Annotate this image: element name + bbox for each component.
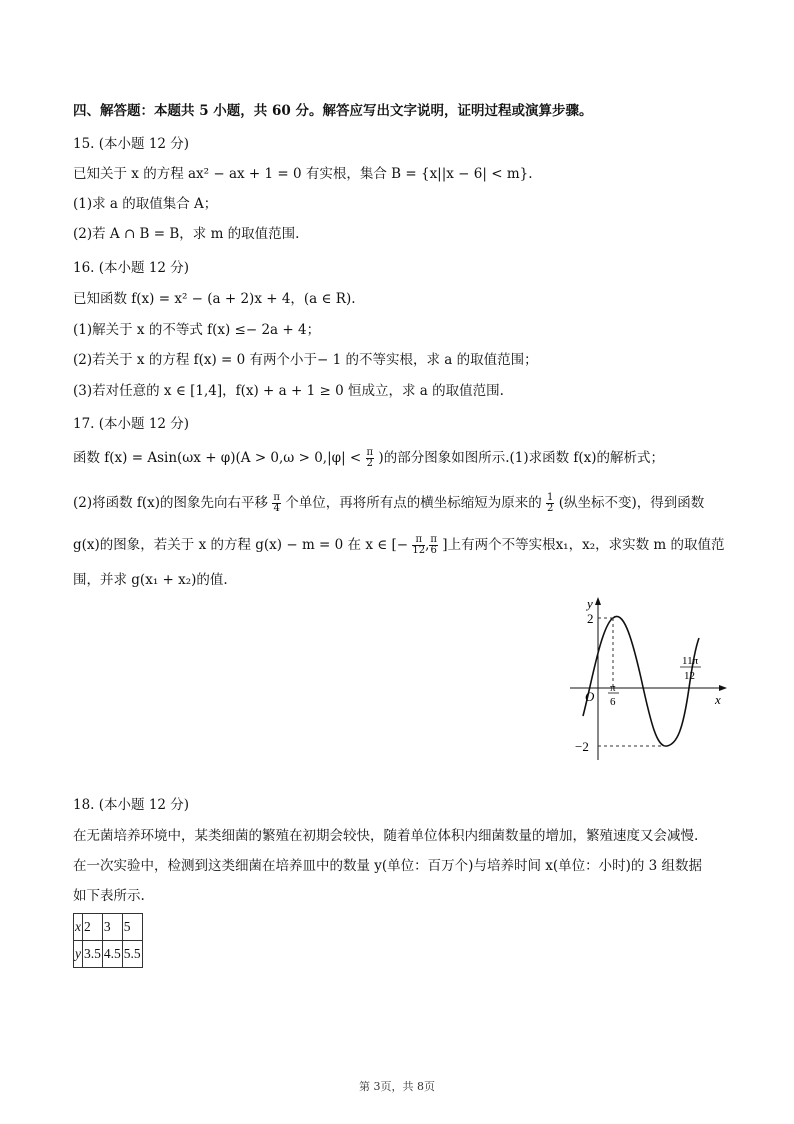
table-cell: 3: [102, 914, 122, 941]
table-row: [74, 914, 143, 941]
q17-line3: [73, 532, 725, 558]
q18-line1: 在无菌培养环境中，某类细菌的繁殖在初期会较快，随着单位体积内细菌数量的增加，繁殖速度又会减慢.: [73, 828, 699, 844]
fraction-pi-over-4: $\frac{\pi}{4}$: [273, 492, 280, 514]
table-cell: 5.5: [122, 941, 142, 968]
origin-label: O: [585, 689, 595, 704]
fraction-one-half: $\frac{1}{2}$: [547, 492, 554, 514]
q16-part2: (2)若关于 x 的方程 f(x) = 0 有两个小于− 1 的不等实根，求 a 的取值范围；: [73, 352, 538, 368]
q16-title: 16. (本小题 12 分): [73, 260, 190, 276]
y-max-label: 2: [587, 611, 594, 626]
table-row: [74, 941, 143, 968]
q15-title: 15. (本小题 12 分): [73, 136, 190, 152]
tick1-den: 6: [610, 696, 616, 708]
table-cell: 3.5: [83, 941, 103, 968]
q18-line3: 如下表所示.: [73, 888, 145, 904]
tick2-num: 11π: [682, 655, 699, 667]
q16-part3: (3)若对任意的 x ∈ [1,4]，f(x) + a + 1 ≥ 0 恒成立，求 a 的取值范围.: [73, 383, 504, 399]
table-header-y: y: [74, 941, 83, 968]
table-cell: 5: [122, 914, 142, 941]
tick2-den: 12: [684, 670, 695, 682]
y-axis-arrow: [595, 597, 601, 605]
q17-line2: [73, 490, 704, 516]
q17-line1-a: 函数 f(x) = Asin(ωx + φ)(A > 0,ω > 0,|φ| <: [73, 450, 362, 466]
table-cell: 4.5: [102, 941, 122, 968]
y-min-label: −2: [575, 739, 589, 754]
q17-title: 17. (本小题 12 分): [73, 416, 190, 432]
fraction-pi-over-12: $\frac{\pi}{12}$: [412, 534, 426, 556]
q17-line2-a: (2)将函数 f(x)的图象先向右平移: [73, 495, 269, 511]
q17-line3-sep: ,: [425, 537, 430, 553]
q16-part1: (1)解关于 x 的不等式 f(x) ≤− 2a + 4；: [73, 322, 321, 338]
q15-stem: 已知关于 x 的方程 ax² − ax + 1 = 0 有实根，集合 B = {x||x − 6| < m}.: [73, 166, 533, 182]
y-axis-label: y: [587, 596, 593, 611]
table-cell: 2: [83, 914, 103, 941]
table-header-x: x: [74, 914, 83, 941]
q17-line1: [73, 445, 664, 471]
q18-data-table: [73, 913, 143, 968]
q17-sine-graph: [565, 590, 735, 770]
q17-line2-b: 个单位，再将所有点的横坐标缩短为原来的: [285, 495, 542, 511]
q17-line2-c: (纵坐标不变)，得到函数: [558, 495, 705, 511]
tick1-num: π: [610, 682, 616, 694]
x-axis-label: x: [715, 692, 721, 707]
section-heading: 四、解答题：本题共 5 小题，共 60 分。解答应写出文字说明，证明过程或演算步骤。: [73, 103, 593, 119]
fraction-pi-over-2: $\frac{\pi}{2}$: [366, 447, 374, 469]
q15-part2: (2)若 A ∩ B = B，求 m 的取值范围.: [73, 226, 300, 242]
q18-line2: 在一次实验中，检测到这类细菌在培养皿中的数量 y(单位：百万个)与培养时间 x(单位：小时)的 3 组数据: [73, 858, 703, 874]
q17-line3-b: ]上有两个不等实根x₁，x₂，求实数 m 的取值范: [442, 537, 725, 553]
q17-line1-b: )的部分图象如图所示.(1)求函数 f(x)的解析式；: [378, 450, 665, 466]
q18-title: 18. (本小题 12 分): [73, 797, 190, 813]
q16-stem: 已知函数 f(x) = x² − (a + 2)x + 4，(a ∈ R).: [73, 291, 356, 307]
fraction-pi-over-6: $\frac{\pi}{6}$: [430, 534, 437, 556]
sine-curve: [583, 616, 699, 746]
q15-part1: (1)求 a 的取值集合 A；: [73, 196, 218, 212]
q17-line4: 围，并求 g(x₁ + x₂)的值.: [73, 572, 228, 588]
page-footer: 第 3页，共 8页: [359, 1080, 435, 1093]
x-axis-arrow: [719, 685, 727, 691]
q17-line3-a: g(x)的图象，若关于 x 的方程 g(x) − m = 0 在 x ∈ [−: [73, 537, 409, 553]
